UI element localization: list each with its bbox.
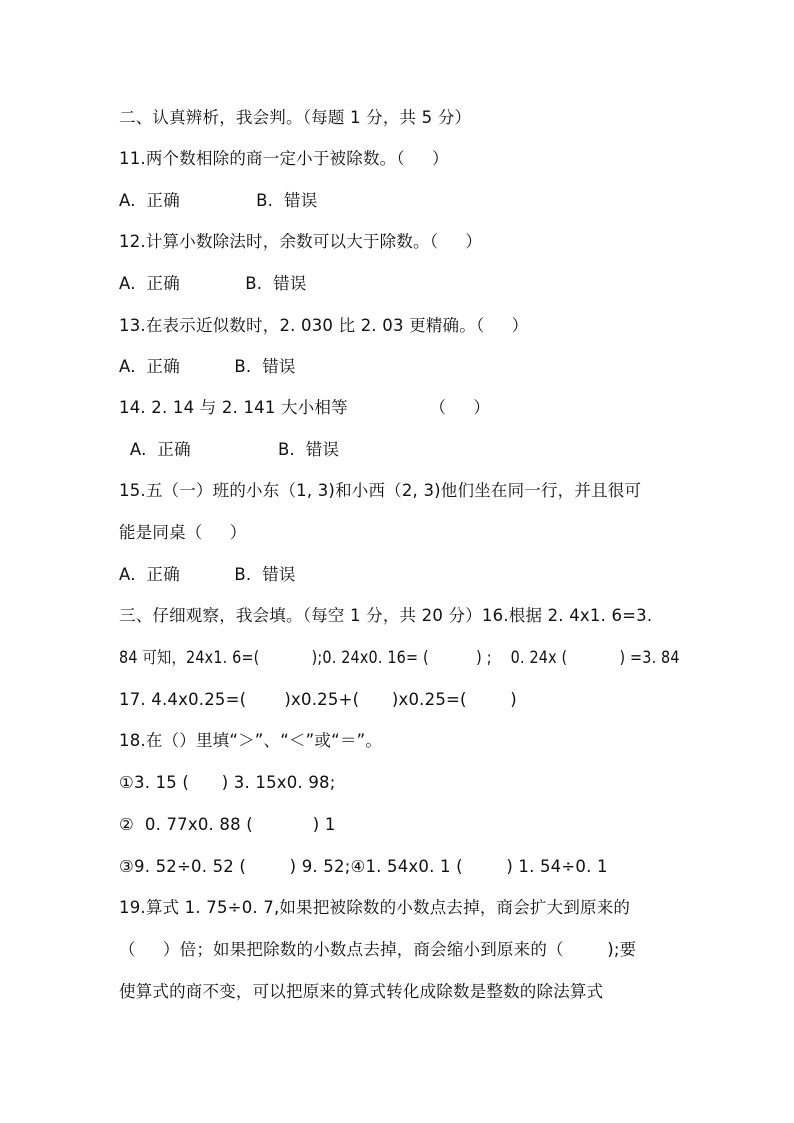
section-two-heading: 二、认真辨析，我会判。（每题 1 分，共 5 分） (119, 108, 472, 127)
question-15-options: A. 正确 B. 错误 (119, 565, 296, 584)
question-15-line-2: 能是同桌（ ） (119, 523, 247, 542)
question-18-item-1: ①3. 15 ( ) 3. 15x0. 98; (119, 773, 336, 792)
question-17: 17. 4.4x0.25=( )x0.25+( )x0.25=( ) (119, 690, 517, 709)
question-11-options: A. 正确 B. 错误 (119, 191, 318, 210)
section-three-heading: 三、仔细观察，我会填。（每空 1 分，共 20 分）16.根据 2. 4x1. 6=3. (119, 606, 653, 625)
question-19-line-3: 使算式的商不变，可以把原来的算式转化成除数是整数的除法算式 (119, 982, 604, 1001)
question-14: 14. 2. 14 与 2. 141 大小相等 （ ） (119, 398, 491, 417)
question-13-options: A. 正确 B. 错误 (119, 357, 296, 376)
question-18-item-3-4: ③9. 52÷0. 52 ( ) 9. 52;④1. 54x0. 1 ( ) 1. 54÷0. 1 (119, 857, 608, 876)
question-15-line-1: 15.五（一）班的小东（1, 3)和小西（2, 3)他们坐在同一行，并且很可 (119, 481, 642, 500)
question-11: 11.两个数相除的商一定小于被除数。（ ） (119, 149, 449, 168)
question-18: 18.在（）里填“＞”、“＜”或“＝”。 (119, 731, 383, 750)
question-12-options: A. 正确 B. 错误 (119, 274, 307, 293)
question-13: 13.在表示近似数时，2. 030 比 2. 03 更精确。（ ） (119, 316, 529, 335)
question-12: 12.计算小数除法时，余数可以大于除数。（ ） (119, 232, 483, 251)
question-19-line-2: （ ）倍；如果把除数的小数点去掉，商会缩小到原来的（ );要 (119, 940, 637, 959)
question-19-line-1: 19.算式 1. 75÷0. 7,如果把被除数的小数点去掉，商会扩大到原来的 (119, 898, 631, 917)
question-16-blanks: 84 可知，24x1. 6=( );0. 24x0. 16= ( ) ; 0. 24x ( ) =3. 84 (119, 648, 680, 667)
question-14-options: A. 正确 B. 错误 (119, 440, 340, 459)
question-18-item-2: ② 0. 77x0. 88 ( ) 1 (119, 815, 336, 834)
